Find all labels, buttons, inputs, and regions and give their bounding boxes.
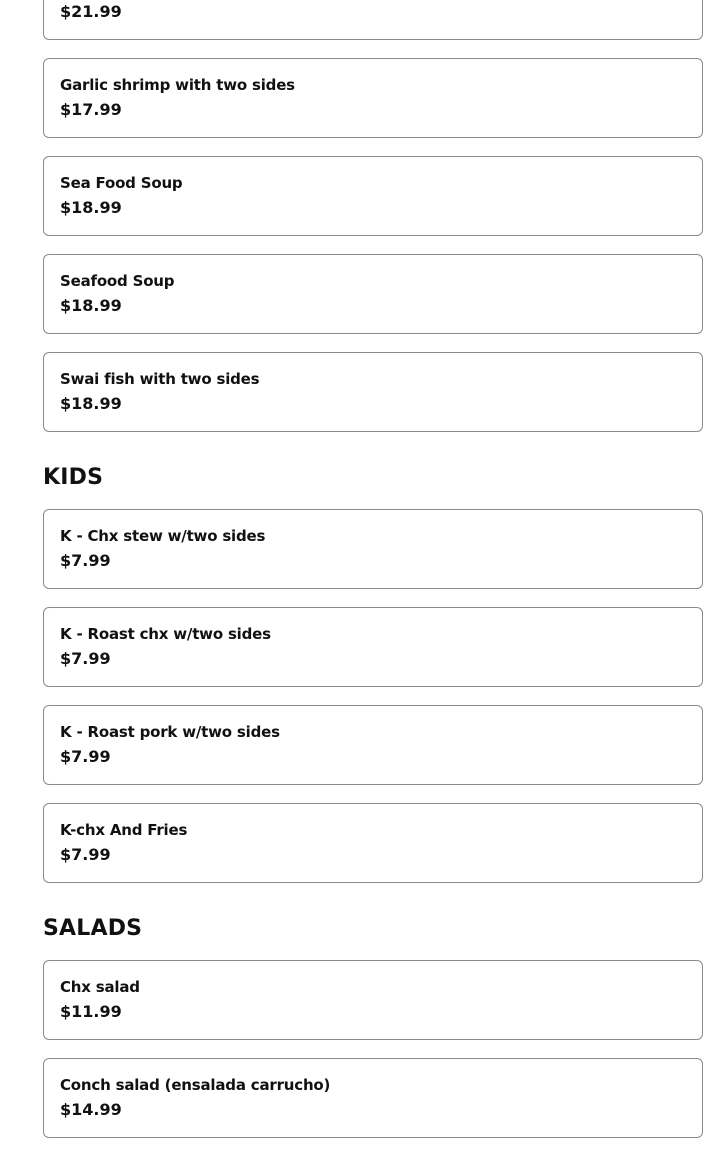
menu-item-name: Seafood Soup bbox=[60, 272, 175, 290]
menu-item-card[interactable] bbox=[43, 960, 703, 1040]
menu-item-price: $17.99 bbox=[60, 100, 122, 119]
menu-item-price: $11.99 bbox=[60, 1002, 122, 1021]
menu-item-price: $7.99 bbox=[60, 551, 111, 570]
section-heading-salads: SALADS bbox=[43, 916, 143, 941]
menu-item-name: K - Roast pork w/two sides bbox=[60, 723, 280, 741]
menu-item-name: Chx salad bbox=[60, 978, 140, 996]
menu-item-card[interactable] bbox=[43, 352, 703, 432]
menu-item-name: Swai fish with two sides bbox=[60, 370, 260, 388]
menu-item-card[interactable] bbox=[43, 705, 703, 785]
menu-item-card[interactable] bbox=[43, 156, 703, 236]
menu-item-name: K - Roast chx w/two sides bbox=[60, 625, 271, 643]
menu-item-price: $7.99 bbox=[60, 649, 111, 668]
menu-item-price: $18.99 bbox=[60, 198, 122, 217]
menu-item-name: Sea Food Soup bbox=[60, 174, 183, 192]
menu-item-card[interactable] bbox=[43, 58, 703, 138]
menu-item-price: $18.99 bbox=[60, 394, 122, 413]
menu-item-card[interactable] bbox=[43, 1058, 703, 1138]
menu-item-price: $14.99 bbox=[60, 1100, 122, 1119]
menu-item-name: Garlic shrimp with two sides bbox=[60, 76, 295, 94]
menu-item-name: K-chx And Fries bbox=[60, 821, 188, 839]
menu-item-price: $21.99 bbox=[60, 2, 122, 21]
menu-item-card[interactable] bbox=[43, 607, 703, 687]
menu-item-price: $18.99 bbox=[60, 296, 122, 315]
menu-item-card[interactable] bbox=[43, 0, 703, 40]
menu-item-price: $7.99 bbox=[60, 747, 111, 766]
menu-item-name: K - Chx stew w/two sides bbox=[60, 527, 266, 545]
menu-item-card[interactable] bbox=[43, 509, 703, 589]
menu-item-card[interactable] bbox=[43, 254, 703, 334]
menu-item-card[interactable] bbox=[43, 803, 703, 883]
menu-item-price: $7.99 bbox=[60, 845, 111, 864]
section-heading-kids: KIDS bbox=[43, 465, 104, 490]
menu-item-name: Conch salad (ensalada carrucho) bbox=[60, 1076, 331, 1094]
